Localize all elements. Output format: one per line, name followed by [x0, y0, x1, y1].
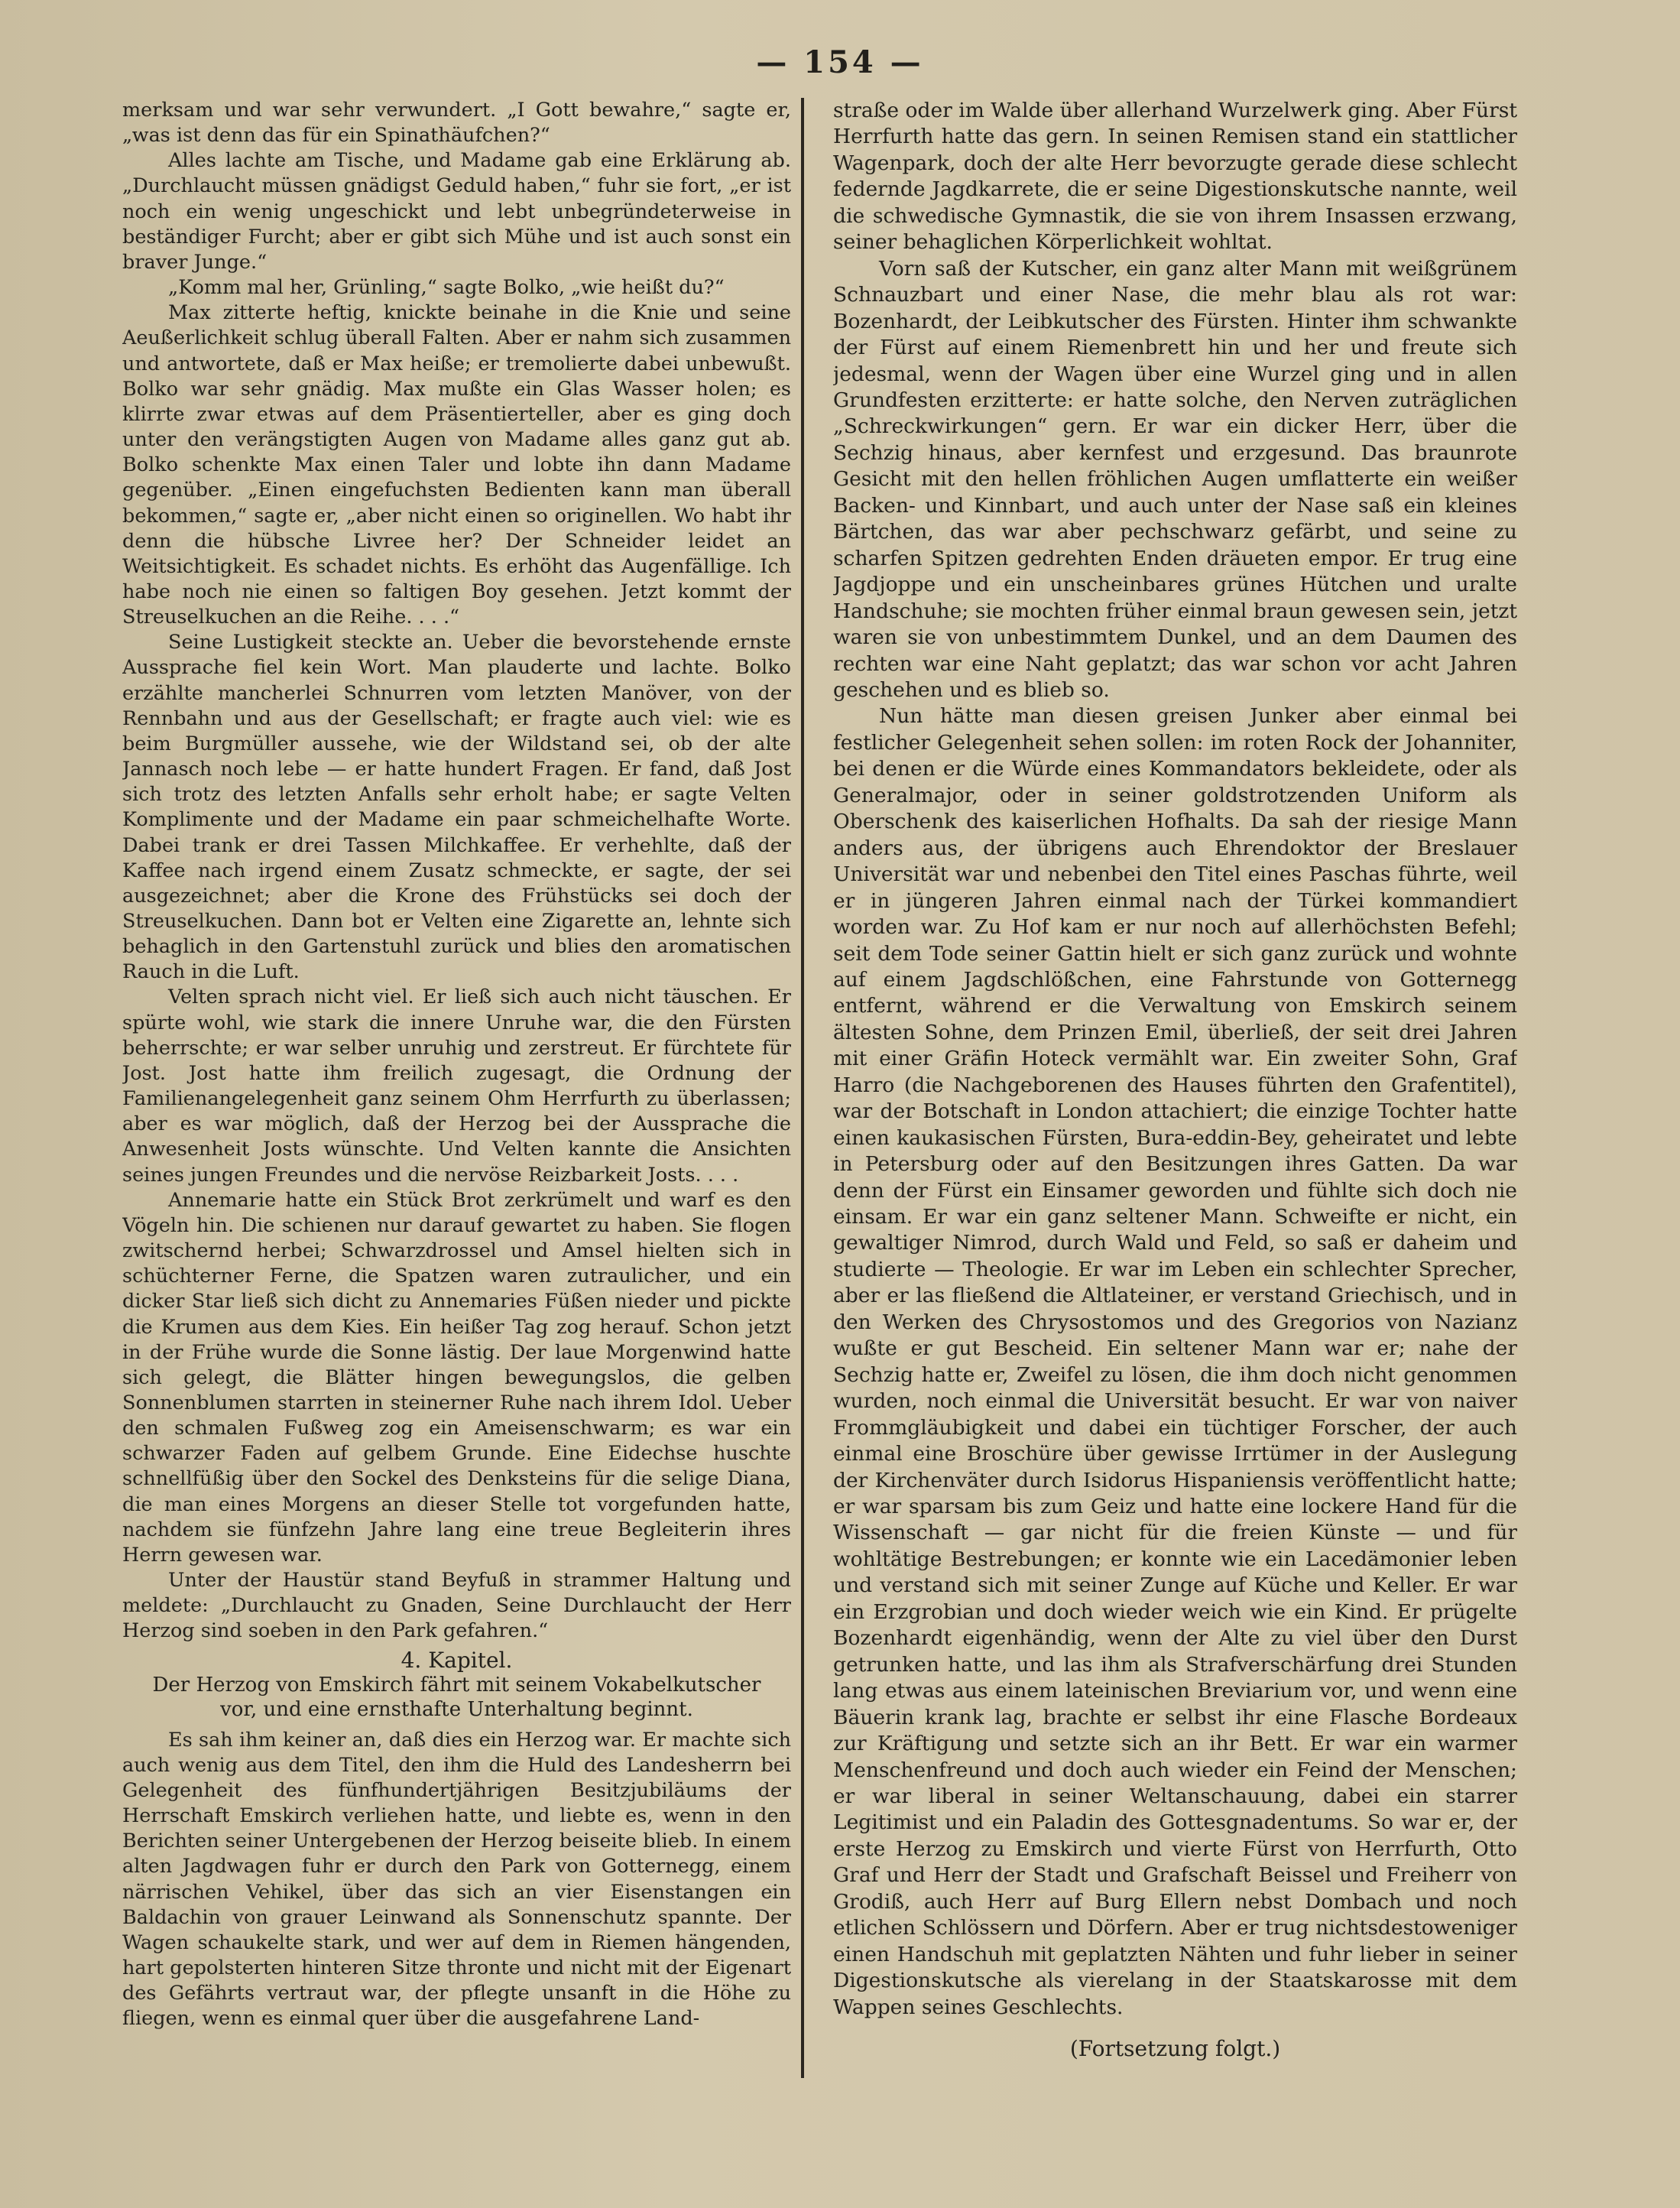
chapter-title: 4. Kapitel.: [401, 1647, 513, 1673]
paragraph: straße oder im Walde über allerhand Wurzelwerk ging. Aber Fürst Herrfurth hatte das gern. In seinen Remisen stand ein stattlicher Wagenpark, doch der alte Herr bevorzugte gerade diese schlecht federnde Jagdkarrete, die er seine Digestionskutsche nannte, weil die schwedische Gymnastik, die sie von ihrem Insassen erzwang, seiner behaglichen Körperlichkeit wohltat.: [833, 99, 1517, 255]
continued-note: (Fortsetzung folgt.): [1069, 2036, 1281, 2062]
chapter-summary: Der Herzog von Emskirch fährt mit seinem Vokabelkutscher vor, und eine ernsthafte Unterhaltung beginnt.: [152, 1673, 761, 1721]
paragraph: „Komm mal her, Grünling,“ sagte Bolko, „wie heißt du?“: [168, 276, 725, 300]
paragraph: Alles lachte am Tische, und Madame gab eine Erklärung ab. „Durchlaucht müssen gnädigst Geduld haben,“ fuhr sie fort, „er ist noch ein wenig ungeschickt und lebt unbegründeterweise in beständiger Furcht; aber er gibt sich Mühe und ist auch sonst ein braver Junge.“: [122, 149, 791, 274]
paragraph: Vorn saß der Kutscher, ein ganz alter Mann mit weißgrünem Schnauzbart und einer Nase, die mehr blau als rot war: Bozenhardt, der Leibkutscher des Fürsten. Hinter ihm schwankte der Fürst auf einem Riemenbrett hin und her und freute sich jedesmal, wenn der Wagen über eine Wurzel ging und in allen Grundfesten erzitterte: er hatte solche, den Nerven zuträglichen „Schreckwirkungen“ gern. Er war ein dicker Herr, über die Sechzig hinaus, aber kernfest und erzgesund. Das braunrote Gesicht mit den hellen fröhlichen Augen umflatterte ein weißer Backen- und Kinnbart, und auch unter der Nase saß ein kleines Bärtchen, das war aber pechschwarz gefärbt, und seine zu scharfen Spitzen gedrehten Enden dräueten empor. Er trug eine Jagdjoppe und ein unscheinbares grünes Hütchen und uralte Handschuhe; sie mochten früher einmal braun gewesen sein, jetzt waren sie von unbestimmtem Dunkel, und an dem Daumen des rechten war eine Naht geplatzt; das war schon vor acht Jahren geschehen und es blieb so.: [833, 256, 1517, 702]
page-number: — 154 —: [756, 44, 924, 80]
paragraph: Annemarie hatte ein Stück Brot zerkrümelt und warf es den Vögeln hin. Die schienen nur darauf gewartet zu haben. Sie flogen zwitschernd herbei; Schwarzdrossel und Amsel hielten sich in schüchterner Ferne, die Spatzen waren zutraulicher, und ein dicker Star ließ sich dicht zu Annemaries Füßen nieder und pickte die Krumen aus dem Kies. Ein heißer Tag zog herauf. Schon jetzt in der Frühe wurde die Sonne lästig. Der laue Morgenwind hatte sich gelegt, die Blätter hingen bewegungslos, die gelben Sonnenblumen starrten in steinerner Ruhe nach ihrem Idol. Ueber den schmalen Fußweg zog ein Ameisenschwarm; es war ein schwarzer Faden auf gelbem Grunde. Eine Eidechse huschte schnellfüßig über den Sockel des Denksteins für die selige Diana, die man eines Morgens an dieser Stelle tot vorgefunden hatte, nachdem sie fünfzehn Jahre lang eine treue Begleiterin ihres Herrn gewesen war.: [122, 1188, 791, 1567]
paragraph: Es sah ihm keiner an, daß dies ein Herzog war. Er machte sich auch wenig aus dem Titel, den ihm die Huld des Landesherrn bei Gelegenheit des fünfhundertjährigen Besitzjubiläums der Herrschaft Emskirch verliehen hatte, und liebte es, wenn in den Berichten seiner Untergebenen der Herzog beiseite blieb. In einem alten Jagdwagen fuhr er durch den Park von Gotternegg, einem närrischen Vehikel, über das sich an vier Eisenstangen ein Baldachin von grauer Leinwand als Sonnenschutz spannte. Der Wagen schaukelte stark, und wer auf dem in Riemen hängenden, hart gepolsterten hinteren Sitze thronte und nicht mit der Eigenart des Gefährts vertraut war, der pflegte unsanft in die Höhe zu fliegen, wenn es einmal quer über die ausgefahrene Land-: [122, 1728, 791, 2031]
left-column: [122, 98, 791, 2086]
paragraph: Seine Lustigkeit steckte an. Ueber die bevorstehende ernste Aussprache fiel kein Wort. Man plauderte und lachte. Bolko erzählte mancherlei Schnurren vom letzten Manöver, von der Rennbahn und aus der Gesellschaft; er fragte auch viel: wie es beim Burgmüller aussehe, wie der Wildstand sei, ob der alte Jannasch noch lebe — er hatte hundert Fragen. Er fand, daß Jost sich trotz des letzten Anfalls sehr erholt habe; er sagte Velten Komplimente und der Madame ein paar schmeichelhafte Worte. Dabei trank er drei Tassen Milchkaffee. Er verhehlte, daß der Kaffee nach irgend einem Zusatz schmeckte, er sagte, der sei ausgezeichnet; aber die Krone des Frühstücks sei doch der Streuselkuchen. Dann bot er Velten eine Zigarette an, lehnte sich behaglich in den Gartenstuhl zurück und blies den aromatischen Rauch in die Luft.: [122, 631, 791, 984]
right-column: [833, 98, 1517, 2086]
paragraph: Max zitterte heftig, knickte beinahe in die Knie und seine Aeußerlichkeit schlug überall Falten. Aber er nahm sich zusammen und antwortete, daß er Max heiße; er tremolierte dabei unbewußt. Bolko war sehr gnädig. Max mußte ein Glas Wasser holen; es klirrte zwar etwas auf dem Präsentierteller, aber es ging doch unter den verängstigten Augen von Madame alles ganz gut ab. Bolko schenkte Max einen Taler und lobte ihn dann Madame gegenüber. „Einen eingefuchsten Bedienten kann man überall bekommen,“ sagte er, „aber nicht einen so originellen. Wo habt ihr denn die hübsche Livree her? Der Schneider leidet an Weitsichtigkeit. Es schadet nichts. Es erhöht das Augenfällige. Ich habe noch nie einen so faltigen Boy gesehen. Jetzt kommt der Streuselkuchen an die Reihe. . . .“: [122, 301, 791, 629]
paragraph: merksam und war sehr verwundert. „I Gott bewahre,“ sagte er, „was ist denn das für ein Spinathäufchen?“: [122, 99, 791, 148]
paragraph: Nun hätte man diesen greisen Junker aber einmal bei festlicher Gelegenheit sehen sollen: im roten Rock der Johanniter, bei denen er die Würde eines Kommandators bekleidete, oder als Generalmajor, oder in seiner goldstrotzenden Uniform als Oberschenk des kaiserlichen Hofhalts. Da sah der riesige Mann anders aus, der übrigens auch Ehrendoktor der Breslauer Universität war und nebenbei den Titel eines Paschas führte, weil er in jüngeren Jahren einmal nach der Türkei kommandiert worden war. Zu Hof kam er nur noch auf allerhöchsten Befehl; seit dem Tode seiner Gattin hielt er sich ganz zurück und wohnte auf einem Jagdschlößchen, eine Fahrstunde von Gotternegg entfernt, während er die Verwaltung von Emskirch seinem ältesten Sohne, dem Prinzen Emil, überließ, der seit drei Jahren mit einer Gräfin Hoteck vermählt war. Ein zweiter Sohn, Graf Harro (die Nachgeborenen des Hauses führten den Grafentitel), war der Botschaft in London attachiert; die einzige Tochter hatte einen kaukasischen Fürsten, Bura-eddin-Bey, geheiratet und lebte in Petersburg oder auf den Besitzungen ihres Gatten. Da war denn der Fürst ein Einsamer geworden und fühlte sich doch nie einsam. Er war ein ganz seltener Mann. Schweifte er nicht, ein gewaltiger Nimrod, durch Wald und Feld, so saß er daheim und studierte — Theologie. Er war im Leben ein schlechter Sprecher, aber er las fließend die Altlateiner, er verstand Griechisch, und in den Werken des Chrysostomos und des Gregorios von Nazianz wußte er gut Bescheid. Ein seltener Mann war er; nahe der Sechzig hatte er, Zweifel zu lösen, die ihm doch nicht genommen wurden, noch einmal die Universität besucht. Er war von naiver Frommgläubigkeit und dabei ein tüchtiger Forscher, der auch einmal eine Broschüre über gewisse Irrtümer in der Auslegung der Kirchenväter durch Isidorus Hispaniensis veröffentlicht hatte; er war sparsam bis zum Geiz und hatte eine lockere Hand für die Wissenschaft — gar nicht für die freien Künste — und für wohltätige Bestrebungen; er konnte wie ein Lacedämonier leben und verstand sich mit seiner Zunge auf Küche und Keller. Er war ein Erzgrobian und doch wieder weich wie ein Kind. Er prügelte Bozenhardt eigenhändig, wenn der Alte zu viel über den Durst getrunken hatte, und las ihm als Strafverschärfung drei Stunden lang etwas aus einem lateinischen Breviarium vor, und wenn eine Bäuerin krank lag, brachte er selbst ihr eine Flasche Bordeaux zur Kräftigung und setzte sich an ihr Bett. Er war ein warmer Menschenfreund und doch auch wieder ein Feind der Menschen; er war liberal in seiner Weltanschauung, dabei ein starrer Legitimist und ein Paladin des Gottesgnadentums. So war er, der erste Herzog zu Emskirch und vierte Fürst von Herrfurth, Otto Graf und Herr der Stadt und Grafschaft Beissel und Freiherr von Grodiß, auch Herr auf Burg Ellern nebst Dombach und noch etlichen Schlössern und Dörfern. Aber er trug nichtsdestoweniger einen Handschuh mit geplatzten Nähten und fuhr lieber in seiner Digestionskutsche als vierelang in der Staatskarosse mit dem Wappen seines Geschlechts.: [833, 704, 1517, 2019]
paragraph: Unter der Haustür stand Beyfuß in strammer Haltung und meldete: „Durchlaucht zu Gnaden, Seine Durchlaucht der Herr Herzog sind soeben in den Park gefahren.“: [122, 1569, 791, 1643]
column-divider: [801, 98, 804, 2078]
paragraph: Velten sprach nicht viel. Er ließ sich auch nicht täuschen. Er spürte wohl, wie stark die innere Unruhe war, die den Fürsten beherrschte; er war selber unruhig und zerstreut. Er fürchtete für Jost. Jost hatte ihm freilich zugesagt, die Ordnung der Familienangelegenheit ganz seinem Ohm Herrfurth zu überlassen; aber es war möglich, daß der Herzog bei der Aussprache die Anwesenheit Josts wünschte. Und Velten kannte die Ansichten seines jungen Freundes und die nervöse Reizbarkeit Josts. . . .: [122, 985, 791, 1187]
